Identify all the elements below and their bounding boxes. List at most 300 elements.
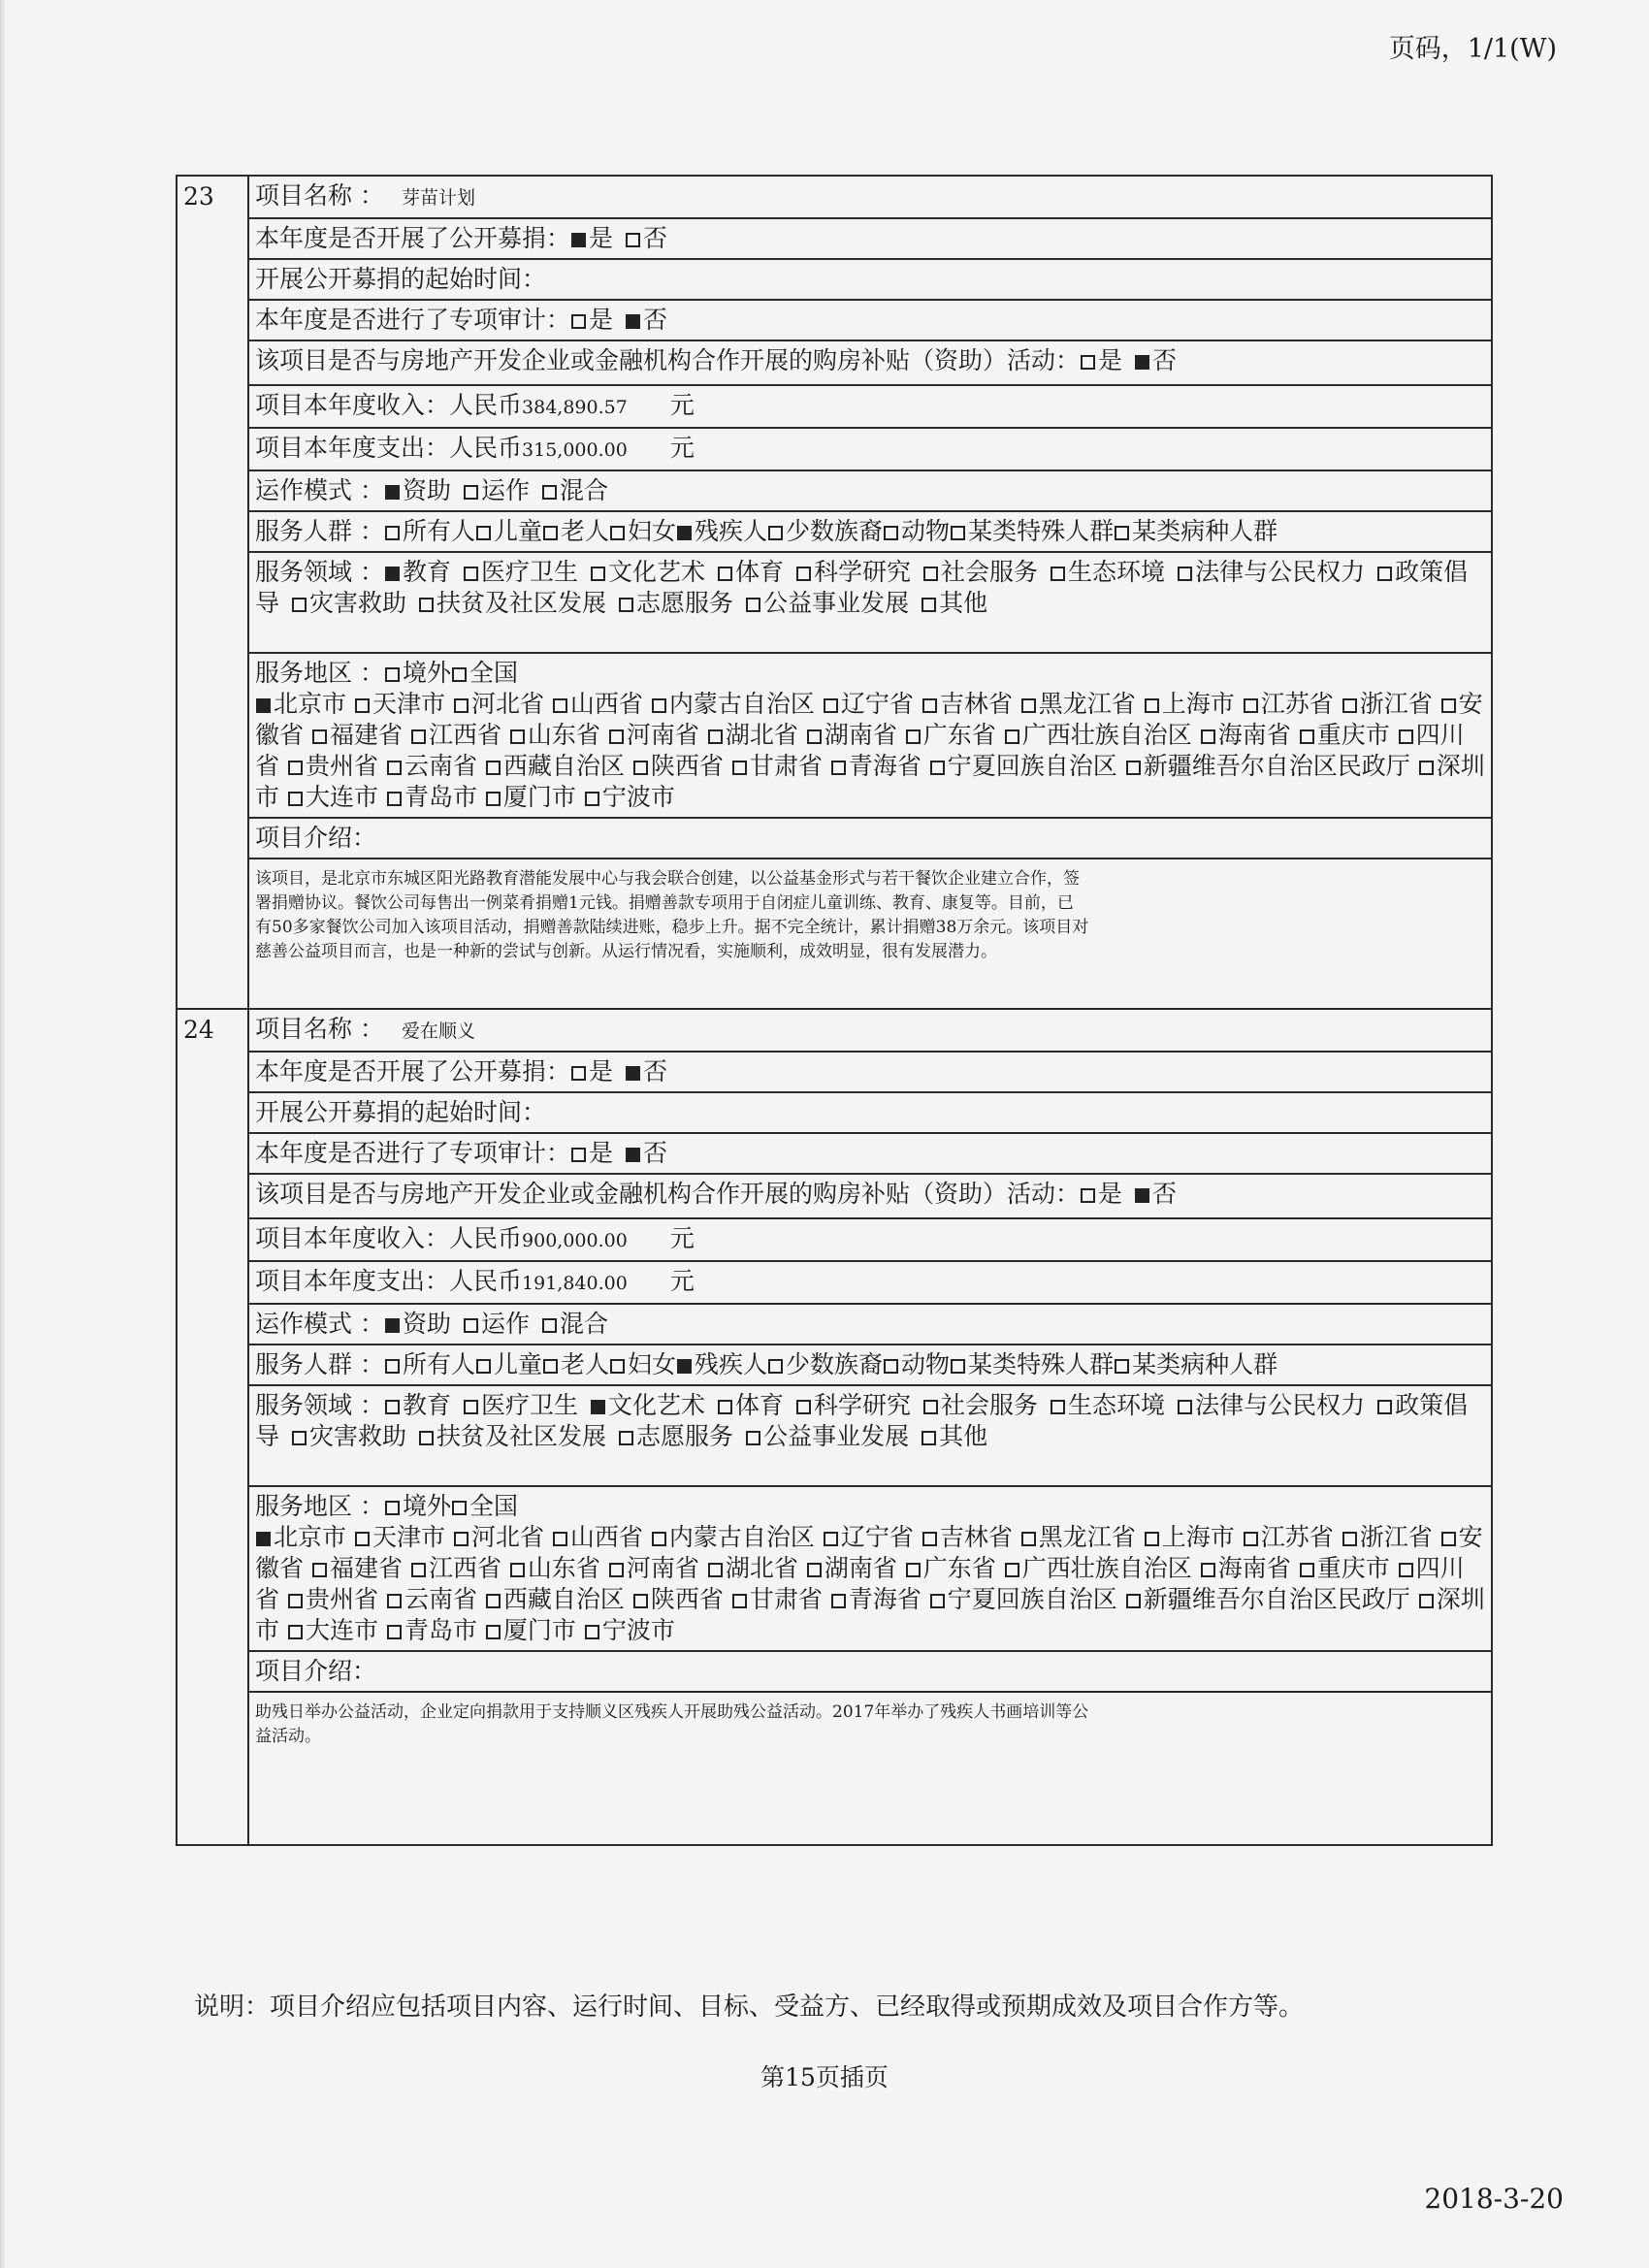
- service-regions-row-checkbox[interactable]: [807, 729, 822, 744]
- service-regions-row-checkbox[interactable]: [824, 1532, 838, 1546]
- service-groups-row-option[interactable]: [384, 1350, 475, 1378]
- service-groups-row-option[interactable]: [475, 1350, 542, 1378]
- operation-mode-row-option[interactable]: [463, 476, 530, 504]
- service-regions-row-checkbox[interactable]: [256, 1532, 271, 1546]
- service-groups-row-option[interactable]: [883, 517, 950, 545]
- service-regions-row-checkbox[interactable]: [411, 1563, 426, 1577]
- service-regions-row-checkbox[interactable]: [708, 729, 723, 744]
- service-regions-row-checkbox[interactable]: [1021, 698, 1036, 713]
- service-regions-top-label: 全国: [469, 659, 518, 687]
- service-groups-row-checkbox[interactable]: [1115, 526, 1129, 540]
- operation-mode-row-checkbox[interactable]: [542, 1318, 557, 1333]
- service-groups-row-checkbox[interactable]: [610, 1359, 625, 1374]
- service-regions-row-option[interactable]: [731, 752, 823, 780]
- service-regions-row-checkbox[interactable]: [708, 1563, 723, 1577]
- service-fields-row-checkbox[interactable]: [718, 1400, 732, 1414]
- service-regions-top-checkbox[interactable]: [385, 1501, 400, 1515]
- service-regions-row-checkbox[interactable]: [355, 698, 370, 713]
- service-regions-row-checkbox[interactable]: [510, 1563, 525, 1577]
- housing-subsidy-row-cell: [248, 1174, 1492, 1218]
- service-regions-row-checkbox[interactable]: [1300, 1563, 1314, 1577]
- service-groups-row-option[interactable]: [767, 517, 883, 545]
- service-regions-row-option-label: 宁夏回族自治区: [947, 1585, 1117, 1613]
- service-groups-row-option[interactable]: [475, 517, 542, 545]
- service-regions-row-checkbox[interactable]: [1244, 1532, 1258, 1546]
- service-regions-row-option[interactable]: [287, 783, 378, 811]
- service-regions-row-option[interactable]: [485, 783, 576, 811]
- service-regions-top-checkbox[interactable]: [385, 667, 400, 682]
- service-groups-row-option[interactable]: [542, 1350, 609, 1378]
- service-regions-row-checkbox[interactable]: [288, 1594, 303, 1608]
- operation-mode-row-checkbox[interactable]: [464, 485, 478, 500]
- special-audit-row-no-checkbox[interactable]: [626, 314, 640, 329]
- service-fields-row-option[interactable]: [590, 1391, 705, 1419]
- service-fields-row-checkbox[interactable]: [292, 598, 307, 612]
- service-regions-top-option[interactable]: [451, 659, 518, 687]
- service-fields-row-checkbox[interactable]: [796, 1400, 811, 1414]
- service-groups-row-label: 服务人群 ：: [255, 1350, 384, 1378]
- service-fields-row-checkbox[interactable]: [419, 1431, 434, 1445]
- service-fields-row-checkbox[interactable]: [922, 1431, 936, 1445]
- service-fields-row-checkbox[interactable]: [292, 1431, 307, 1445]
- service-fields-row-option-label: 公益事业发展: [763, 589, 910, 617]
- operation-mode-row-option[interactable]: [384, 476, 451, 504]
- service-regions-row-option[interactable]: [905, 721, 996, 749]
- service-regions-row-option-label: 江苏省: [1260, 1523, 1334, 1551]
- operation-mode-row-checkbox[interactable]: [542, 485, 557, 500]
- service-fields-row-option[interactable]: [717, 1391, 784, 1419]
- service-groups-row-option[interactable]: [883, 1350, 950, 1378]
- service-fields-row-option[interactable]: [1050, 558, 1165, 586]
- service-groups-row-option-label: 某类特殊人群: [968, 1350, 1115, 1378]
- service-fields-row-checkbox[interactable]: [464, 1400, 478, 1414]
- service-regions-row-checkbox[interactable]: [1441, 698, 1456, 713]
- service-fields-row-option[interactable]: [745, 589, 909, 617]
- service-regions-top-checkbox[interactable]: [452, 667, 467, 682]
- service-fields-row-option[interactable]: [795, 1391, 911, 1419]
- service-fields-row-option-label: 其他: [939, 1422, 988, 1450]
- service-regions-row-checkbox[interactable]: [585, 1625, 599, 1639]
- service-regions-row-checkbox[interactable]: [732, 761, 747, 775]
- service-regions-row-option[interactable]: [1144, 690, 1235, 718]
- service-regions-row-option[interactable]: [632, 752, 724, 780]
- special-audit-row-yes-checkbox[interactable]: [571, 1148, 586, 1162]
- service-regions-row-checkbox[interactable]: [609, 729, 624, 744]
- service-regions-row-option[interactable]: [453, 1523, 544, 1551]
- service-regions-row-checkbox[interactable]: [585, 792, 599, 806]
- service-fields-row-option[interactable]: [1050, 1391, 1165, 1419]
- service-regions-row-option[interactable]: [485, 1616, 576, 1644]
- service-groups-row-option[interactable]: [384, 517, 475, 545]
- service-regions-row-option[interactable]: [608, 721, 699, 749]
- service-regions-row-checkbox[interactable]: [486, 1625, 501, 1639]
- service-regions-row-checkbox[interactable]: [1399, 1563, 1413, 1577]
- special-audit-row: [177, 1133, 1492, 1174]
- service-fields-row-checkbox[interactable]: [796, 567, 811, 581]
- service-regions-row-checkbox[interactable]: [930, 1594, 945, 1608]
- service-groups-row-checkbox[interactable]: [476, 526, 491, 540]
- service-fields-row-checkbox[interactable]: [385, 567, 400, 581]
- service-groups-row-checkbox[interactable]: [385, 1359, 400, 1374]
- service-regions-row-checkbox[interactable]: [411, 729, 426, 744]
- service-fields-row-option[interactable]: [291, 1422, 406, 1450]
- service-regions-row-option[interactable]: [707, 721, 798, 749]
- service-regions-row-checkbox[interactable]: [922, 1532, 937, 1546]
- service-regions-row-option[interactable]: [830, 752, 922, 780]
- service-regions-row-checkbox[interactable]: [1021, 1532, 1036, 1546]
- service-regions-row-option[interactable]: [354, 1523, 445, 1551]
- service-regions-row-option[interactable]: [584, 783, 675, 811]
- service-fields-row-option[interactable]: [384, 558, 451, 586]
- service-groups-row-checkbox[interactable]: [951, 1359, 965, 1374]
- service-regions-row-option[interactable]: [632, 1585, 724, 1613]
- service-regions-row-option[interactable]: [1144, 1523, 1235, 1551]
- service-groups-row-checkbox[interactable]: [543, 1359, 558, 1374]
- service-regions-row-option[interactable]: [651, 690, 815, 718]
- operation-mode-row-checkbox[interactable]: [385, 1318, 400, 1333]
- service-regions-row-option[interactable]: [830, 1585, 922, 1613]
- service-regions-row-option-label: 重庆市: [1316, 721, 1390, 749]
- service-regions-row-checkbox[interactable]: [387, 792, 402, 806]
- service-regions-row-checkbox[interactable]: [1300, 729, 1314, 744]
- operation-mode-row-option[interactable]: [541, 476, 608, 504]
- service-regions-row-option[interactable]: [552, 690, 643, 718]
- service-fields-row-checkbox[interactable]: [923, 567, 938, 581]
- service-regions-row-option-label: 陕西省: [650, 752, 724, 780]
- service-regions-row-checkbox[interactable]: [930, 761, 945, 775]
- service-fields-row-checkbox[interactable]: [923, 1400, 938, 1414]
- service-regions-row-checkbox[interactable]: [486, 1594, 501, 1608]
- service-groups-row-option[interactable]: [950, 517, 1114, 545]
- service-fields-row-option[interactable]: [1177, 1391, 1365, 1419]
- service-regions-row-option-label: 天津市: [372, 690, 445, 718]
- service-regions-row-option-label: 黑龙江省: [1038, 1523, 1136, 1551]
- service-regions-row-option-label: 河南省: [626, 721, 699, 749]
- service-regions-row-checkbox[interactable]: [387, 1594, 402, 1608]
- service-regions-row-option-label: 广东省: [922, 721, 996, 749]
- service-regions-row-checkbox[interactable]: [387, 1625, 402, 1639]
- service-fields-row-option[interactable]: [463, 558, 578, 586]
- service-regions-top-label: 全国: [469, 1492, 518, 1520]
- service-regions-row-checkbox[interactable]: [387, 761, 402, 775]
- service-groups-row-cell: [248, 511, 1492, 552]
- service-regions-row-option[interactable]: [485, 1585, 625, 1613]
- service-regions-row-option-label: 吉林省: [939, 1523, 1013, 1551]
- service-fields-row-option[interactable]: [618, 1422, 733, 1450]
- service-groups-row-option[interactable]: [1114, 1350, 1277, 1378]
- service-regions-row-checkbox[interactable]: [1244, 698, 1258, 713]
- service-regions-row-option[interactable]: [311, 1554, 403, 1582]
- service-regions-row-option[interactable]: [287, 1616, 378, 1644]
- service-groups-row-checkbox[interactable]: [610, 526, 625, 540]
- service-fields-row-option[interactable]: [921, 589, 987, 617]
- operation-mode-row-checkbox[interactable]: [385, 485, 400, 500]
- service-regions-row-option[interactable]: [905, 1554, 996, 1582]
- service-regions-row-option[interactable]: [922, 1523, 1013, 1551]
- service-groups-row-checkbox[interactable]: [385, 526, 400, 540]
- service-fields-row-option[interactable]: [922, 558, 1038, 586]
- service-regions-row-option[interactable]: [1200, 1554, 1291, 1582]
- service-regions-row-checkbox[interactable]: [732, 1594, 747, 1608]
- service-regions-top-option[interactable]: [451, 1492, 518, 1520]
- public-fundraising-row-no-checkbox[interactable]: [626, 233, 640, 247]
- service-fields-row-checkbox[interactable]: [1051, 567, 1065, 581]
- service-regions-row-checkbox[interactable]: [454, 698, 469, 713]
- service-regions-row-checkbox[interactable]: [1419, 1594, 1434, 1608]
- service-regions-row-option[interactable]: [485, 752, 625, 780]
- service-regions-row-checkbox[interactable]: [288, 792, 303, 806]
- service-regions-row-checkbox[interactable]: [807, 1563, 822, 1577]
- housing-subsidy-row-no-label: 否: [1152, 346, 1178, 374]
- service-regions-row-option[interactable]: [929, 1585, 1117, 1613]
- service-fields-row-option[interactable]: [418, 589, 606, 617]
- service-fields-row-checkbox[interactable]: [385, 1400, 400, 1414]
- service-regions-row-option[interactable]: [410, 1554, 501, 1582]
- service-regions-row-option[interactable]: [311, 721, 403, 749]
- service-regions-row-option-label: 辽宁省: [840, 690, 914, 718]
- service-regions-row-option[interactable]: [1342, 1523, 1433, 1551]
- service-regions-row-option[interactable]: [1125, 1585, 1410, 1613]
- service-regions-row-checkbox[interactable]: [454, 1532, 469, 1546]
- service-regions-row-checkbox[interactable]: [256, 698, 271, 713]
- service-fields-row-checkbox[interactable]: [718, 567, 732, 581]
- service-regions-row-option[interactable]: [287, 1585, 378, 1613]
- service-regions-row-option[interactable]: [823, 1523, 914, 1551]
- service-fields-row-checkbox[interactable]: [1178, 567, 1192, 581]
- service-regions-row-option[interactable]: [386, 752, 477, 780]
- service-fields-row-cell: [248, 1385, 1492, 1486]
- service-regions-row-option-label: 云南省: [404, 752, 477, 780]
- service-regions-row-option[interactable]: [806, 721, 897, 749]
- service-regions-row-checkbox[interactable]: [824, 698, 838, 713]
- operation-mode-row-option[interactable]: [463, 1310, 530, 1338]
- public-fundraising-row-no-checkbox[interactable]: [626, 1066, 640, 1081]
- service-groups-row-checkbox[interactable]: [543, 526, 558, 540]
- service-fields-row-option[interactable]: [922, 1391, 1038, 1419]
- service-regions-row-option[interactable]: [255, 1523, 346, 1551]
- service-regions-row-checkbox[interactable]: [553, 698, 567, 713]
- fundraising-start-row-cell: [248, 1092, 1492, 1133]
- operation-mode-row-option[interactable]: [384, 1310, 451, 1338]
- special-audit-row-yes-checkbox[interactable]: [571, 314, 586, 329]
- service-regions-row-option[interactable]: [806, 1554, 897, 1582]
- service-regions-top-option[interactable]: [384, 1492, 451, 1520]
- service-groups-row-option[interactable]: [676, 1350, 767, 1378]
- service-fields-row-checkbox[interactable]: [591, 1400, 605, 1414]
- service-regions-row-checkbox[interactable]: [553, 1532, 567, 1546]
- service-regions-row-option[interactable]: [1299, 721, 1390, 749]
- service-regions-row-checkbox[interactable]: [1342, 698, 1357, 713]
- service-regions-row-option[interactable]: [552, 1523, 643, 1551]
- service-regions-row-option[interactable]: [1004, 721, 1192, 749]
- service-fields-row-checkbox[interactable]: [619, 598, 633, 612]
- service-groups-row-option[interactable]: [609, 1350, 676, 1378]
- service-regions-row-option[interactable]: [509, 721, 600, 749]
- service-fields-row-option-label: 社会服务: [941, 1391, 1039, 1419]
- special-audit-row-no-checkbox[interactable]: [626, 1148, 640, 1162]
- service-regions-row-checkbox[interactable]: [1005, 1563, 1019, 1577]
- service-fields-row-checkbox[interactable]: [419, 598, 434, 612]
- service-fields-row-checkbox[interactable]: [1051, 1400, 1065, 1414]
- service-regions-row-checkbox[interactable]: [1419, 761, 1434, 775]
- service-regions-row-option[interactable]: [453, 690, 544, 718]
- public-fundraising-row-no-label: 否: [643, 1057, 668, 1085]
- service-regions-row-label: 服务地区 ：: [255, 659, 384, 687]
- service-regions-row-option[interactable]: [922, 690, 1013, 718]
- service-groups-row-checkbox[interactable]: [677, 1359, 692, 1374]
- service-regions-row-option[interactable]: [608, 1554, 699, 1582]
- service-regions-row-option[interactable]: [386, 1585, 477, 1613]
- service-fields-row-option[interactable]: [795, 558, 911, 586]
- service-groups-row-checkbox[interactable]: [768, 526, 783, 540]
- service-groups-row-checkbox[interactable]: [768, 1359, 783, 1374]
- service-groups-row-checkbox[interactable]: [1115, 1359, 1129, 1374]
- service-groups-row-checkbox[interactable]: [884, 526, 898, 540]
- service-regions-row-option[interactable]: [1125, 752, 1410, 780]
- service-fields-row-checkbox[interactable]: [1178, 1400, 1192, 1414]
- housing-subsidy-row-no-label: 否: [1152, 1180, 1178, 1208]
- service-groups-row-checkbox[interactable]: [476, 1359, 491, 1374]
- service-regions-row-checkbox[interactable]: [288, 1625, 303, 1639]
- service-regions-row-option[interactable]: [410, 721, 501, 749]
- service-regions-row-option[interactable]: [386, 1616, 477, 1644]
- footer-note: 说明：项目介绍应包括项目内容、运行时间、目标、受益方、已经取得或预期成效及项目合作方等。: [194, 1993, 1305, 2022]
- intro-line: 该项目，是北京市东城区阳光路教育潜能发展中心与我会联合创建，以公益基金形式与若干餐饮企业建立合作，签: [255, 869, 1080, 889]
- service-regions-row-checkbox[interactable]: [1145, 698, 1159, 713]
- service-regions-row-checkbox[interactable]: [1399, 729, 1413, 744]
- service-groups-row-checkbox[interactable]: [951, 526, 965, 540]
- service-groups-row-option[interactable]: [950, 1350, 1114, 1378]
- service-regions-row-checkbox[interactable]: [1126, 761, 1141, 775]
- service-regions-top-checkbox[interactable]: [452, 1501, 467, 1515]
- service-regions-row-checkbox[interactable]: [906, 729, 921, 744]
- expense-row-label: 项目本年度支出：人民币: [255, 1267, 523, 1295]
- service-regions-row-option[interactable]: [584, 1616, 675, 1644]
- service-regions-row-option[interactable]: [1200, 721, 1291, 749]
- service-regions-row-option[interactable]: [287, 752, 378, 780]
- service-regions-row-option[interactable]: [1020, 1523, 1136, 1551]
- service-groups-row-option[interactable]: [676, 517, 767, 545]
- service-regions-row-checkbox[interactable]: [312, 729, 327, 744]
- service-regions-row-checkbox[interactable]: [1145, 1532, 1159, 1546]
- public-fundraising-row-yes-checkbox[interactable]: [571, 233, 586, 247]
- service-groups-row-option[interactable]: [609, 517, 676, 545]
- service-regions-row-option[interactable]: [354, 690, 445, 718]
- service-regions-row-option[interactable]: [1342, 690, 1433, 718]
- service-regions-row-checkbox[interactable]: [486, 761, 501, 775]
- service-regions-row-option[interactable]: [1243, 1523, 1334, 1551]
- service-regions-row-checkbox[interactable]: [288, 761, 303, 775]
- service-regions-row-checkbox[interactable]: [652, 1532, 666, 1546]
- service-groups-row-checkbox[interactable]: [884, 1359, 898, 1374]
- service-regions-row-checkbox[interactable]: [312, 1563, 327, 1577]
- service-fields-row-checkbox[interactable]: [1377, 567, 1392, 581]
- service-regions-row-checkbox[interactable]: [906, 1563, 921, 1577]
- service-fields-row-checkbox[interactable]: [922, 598, 936, 612]
- service-regions-row-option[interactable]: [509, 1554, 600, 1582]
- service-regions-row-option[interactable]: [651, 1523, 815, 1551]
- service-regions-row-option[interactable]: [1299, 1554, 1390, 1582]
- service-fields-row-option[interactable]: [384, 1391, 451, 1419]
- service-regions-row-option[interactable]: [1020, 690, 1136, 718]
- service-fields-row-option[interactable]: [1177, 558, 1365, 586]
- special-audit-row: [177, 300, 1492, 340]
- service-regions-row-checkbox[interactable]: [486, 792, 501, 806]
- service-fields-row-option-label: 体育: [735, 1391, 785, 1419]
- service-regions-row-checkbox[interactable]: [831, 1594, 846, 1608]
- service-regions-row-option[interactable]: [1243, 690, 1334, 718]
- service-fields-row-option[interactable]: [418, 1422, 606, 1450]
- service-fields-row-option-label: 公益事业发展: [763, 1422, 910, 1450]
- service-regions-row-checkbox[interactable]: [652, 698, 666, 713]
- service-regions-row-option[interactable]: [731, 1585, 823, 1613]
- special-audit-row-yes-label: 是: [589, 1139, 614, 1167]
- service-fields-row-option[interactable]: [618, 589, 733, 617]
- service-fields-row-checkbox[interactable]: [1377, 1400, 1392, 1414]
- service-regions-row-option[interactable]: [386, 783, 477, 811]
- service-regions-row-checkbox[interactable]: [1441, 1532, 1456, 1546]
- service-regions-top-option[interactable]: [384, 659, 451, 687]
- service-regions-row-option[interactable]: [707, 1554, 798, 1582]
- service-regions-row-checkbox[interactable]: [831, 761, 846, 775]
- housing-subsidy-row-yes-checkbox[interactable]: [1081, 1188, 1095, 1203]
- service-regions-row-option[interactable]: [823, 690, 914, 718]
- service-regions-row-checkbox[interactable]: [922, 698, 937, 713]
- service-regions-row-checkbox[interactable]: [510, 729, 525, 744]
- service-fields-row-checkbox[interactable]: [619, 1431, 633, 1445]
- service-regions-row-checkbox[interactable]: [633, 1594, 648, 1608]
- service-regions-row-checkbox[interactable]: [633, 761, 648, 775]
- operation-mode-row-label: 运作模式 ：: [255, 1310, 384, 1338]
- service-regions-row-checkbox[interactable]: [1126, 1594, 1141, 1608]
- service-fields-row-checkbox[interactable]: [746, 1431, 760, 1445]
- service-regions-row-checkbox[interactable]: [1201, 1563, 1215, 1577]
- service-fields-row-checkbox[interactable]: [746, 598, 760, 612]
- service-fields-row-checkbox[interactable]: [591, 567, 605, 581]
- service-fields-row-checkbox[interactable]: [464, 567, 478, 581]
- housing-subsidy-row-no-checkbox[interactable]: [1135, 1188, 1149, 1203]
- service-groups-row-option[interactable]: [542, 517, 609, 545]
- service-regions-row-option[interactable]: [255, 690, 346, 718]
- service-regions-row-option[interactable]: [929, 752, 1117, 780]
- service-regions-row-checkbox[interactable]: [355, 1532, 370, 1546]
- service-regions-row-option[interactable]: [1004, 1554, 1192, 1582]
- operation-mode-row-option[interactable]: [541, 1310, 608, 1338]
- housing-subsidy-row-yes-checkbox[interactable]: [1081, 355, 1095, 370]
- public-fundraising-row-yes-checkbox[interactable]: [571, 1066, 586, 1081]
- service-groups-row-checkbox[interactable]: [677, 526, 692, 540]
- housing-subsidy-row-no-checkbox[interactable]: [1135, 355, 1149, 370]
- operation-mode-row-checkbox[interactable]: [464, 1318, 478, 1333]
- service-fields-row-option[interactable]: [717, 558, 784, 586]
- service-regions-row-option-label: 山东省: [527, 1554, 600, 1582]
- service-fields-row-option[interactable]: [590, 558, 705, 586]
- expense-row: [177, 428, 1492, 470]
- service-regions-row-checkbox[interactable]: [1005, 729, 1019, 744]
- service-regions-row-option-label: 宁波市: [601, 1616, 675, 1644]
- service-groups-row-option[interactable]: [767, 1350, 883, 1378]
- service-regions-row-checkbox[interactable]: [609, 1563, 624, 1577]
- service-regions-row-checkbox[interactable]: [1342, 1532, 1357, 1546]
- service-regions-row-checkbox[interactable]: [1201, 729, 1215, 744]
- service-fields-row-option[interactable]: [291, 589, 406, 617]
- service-fields-row-option[interactable]: [921, 1422, 987, 1450]
- service-groups-row-option[interactable]: [1114, 517, 1277, 545]
- service-fields-row-option[interactable]: [745, 1422, 909, 1450]
- document-date: 2018-3-20: [1424, 2183, 1564, 2215]
- service-fields-row-option[interactable]: [463, 1391, 578, 1419]
- service-fields-row-option-label: 法律与公民权力: [1195, 558, 1366, 586]
